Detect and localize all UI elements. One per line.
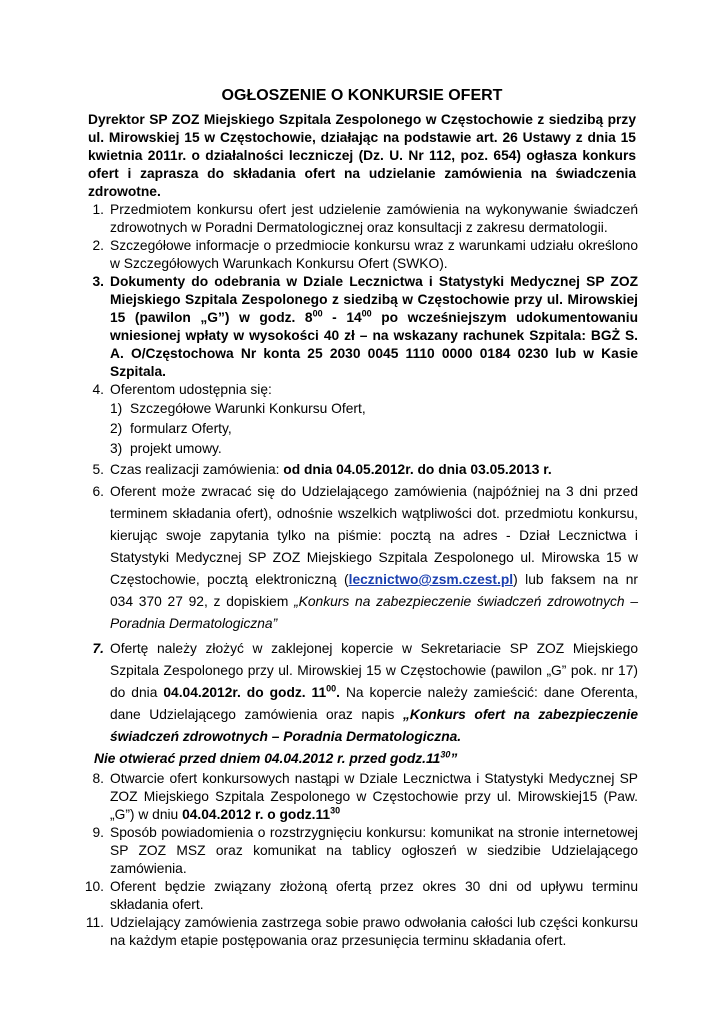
superscript: 30 xyxy=(440,749,451,760)
superscript: 30 xyxy=(330,805,341,816)
item-text: Szczegółowe informacje o przedmiocie konkursu wraz z warunkami udziału określono w Szczegółowych Warunkach Konkursu Ofert (SWKO). xyxy=(110,238,638,271)
sub-item-text: formularz Oferty, xyxy=(130,421,232,436)
superscript: 00 xyxy=(312,308,323,319)
item-text: Oferentom udostępnia się: xyxy=(110,382,272,397)
item-number: 3. xyxy=(92,274,104,289)
item-text: Sposób powiadomienia o rozstrzygnięciu konkursu: komunikat na stronie internetowej SP ZOZ MSZ oraz komunikat na tablicy ogłoszeń w siedzibie Udzielającego zamówienia. xyxy=(110,825,638,876)
item-text-part: od dnia 04.05.2012r. do dnia 03.05.2013 r. xyxy=(283,462,552,477)
item-text-part: . xyxy=(336,685,341,700)
item-text: Oferent będzie związany złożoną ofertą przez okres 30 dni od upływu terminu składania ofert. xyxy=(110,879,638,912)
list-item-4 xyxy=(72,381,638,459)
item-text: Udzielający zamówienia zastrzega sobie prawo odwołania całości lub części konkursu na każdym etapie postępowania oraz przesunięcia terminu składania ofert. xyxy=(110,915,638,948)
numbered-list xyxy=(72,201,638,950)
item-text-part: po wcześniejszym udokumentowaniu wniesionej wpłaty w wysokości 40 zł – na wskazany rachunek Szpitala: BGŻ S. A. O/Częstochowa Nr konta 25 2030 0045 1110 0000 0184 0230 lub w Kasie Szpitala. xyxy=(110,310,638,379)
sub-item xyxy=(110,399,638,419)
sub-item-number: 1) xyxy=(110,401,123,416)
item-text-part: Na kopercie należy zamieścić: dane Oferenta, dane Udzielającego zamówienia oraz napis xyxy=(110,685,638,722)
sub-item-number: 2) xyxy=(110,421,123,436)
list-item-1 xyxy=(72,201,638,237)
item-number: 2. xyxy=(92,238,104,253)
item-text-part: „Konkurs ofert na zabezpieczenie świadczeń zdrowotnych – Poradnia Dermatologiczna. xyxy=(110,707,639,744)
sub-item xyxy=(110,419,638,439)
intro-paragraph: Dyrektor SP ZOZ Miejskiego Szpitala Zespolonego w Częstochowie z siedzibą przy ul. Mirowskiej 15 w Częstochowie, działając na podstawie art. 26 Ustawy z dnia 15 kwietnia 2011r. o działalności leczniczej (Dz. U. Nr 112, poz. 654) ogłasza konkurs ofert i zaprasza do składania ofert na udzielanie zamówienia na świadczenia zdrowotne. xyxy=(88,112,636,199)
list-item-9 xyxy=(72,824,638,878)
item-text-part: Oferent może zwracać się do Udzielającego zamówienia (najpóźniej na 3 dni przed terminem składania ofert), odnośnie wszelkich wątpliwości dot. przedmiotu konkursu, kierując swoje zapytania tylko na piśmie: pocztą na adres - Dział Lecznictwa i Statystyki Medycznej SP ZOZ Miejskiego Szpitala Zespolonego ul. Mirowska 15 w Częstochowie, pocztą elektroniczną ( xyxy=(110,484,638,587)
item-text-part: - 14 xyxy=(322,310,362,325)
list-item-2 xyxy=(72,237,638,273)
item-note xyxy=(94,748,638,770)
list-item-6 xyxy=(72,481,638,635)
list-item-8 xyxy=(72,770,638,824)
sub-item-text: Szczegółowe Warunki Konkursu Ofert, xyxy=(130,401,366,416)
document-title: OGŁOSZENIE O KONKURSIE OFERT xyxy=(221,87,503,104)
list-item-5 xyxy=(72,459,638,481)
item-number: 1. xyxy=(92,202,104,217)
item-text-part: Nie otwierać przed dniem 04.04.2012 r. przed godz.11 xyxy=(94,751,441,766)
item-text-part: Dokumenty do odebrania w Dziale Lecznictwa i Statystyki Medycznej SP ZOZ Miejskiego Szpitala Zespolonego z siedzibą w Częstochowie przy ul. Mirowskiej 15 (pawilon „G”) w godz. 8 xyxy=(110,274,638,325)
item-text-part: 04.04.2012r. do godz. 11 xyxy=(163,685,327,700)
sub-item xyxy=(110,439,638,459)
superscript: 00 xyxy=(326,683,337,694)
item-number: 10. xyxy=(84,879,104,894)
item-number: 8. xyxy=(92,771,104,786)
item-number: 9. xyxy=(92,825,104,840)
item-text-part: ) lub faksem na nr 034 370 27 92, z dopiskiem xyxy=(110,572,638,609)
item-number: 5. xyxy=(92,462,104,477)
list-item-11 xyxy=(72,914,638,950)
item-text-part: Ofertę należy złożyć w zaklejonej kopercie w Sekretariacie SP ZOZ Miejskiego Szpitala Zespolonego przy ul. Mirowskiej 15 w Częstochowie (pawilon „G” pok. nr 17) do dnia xyxy=(110,641,638,700)
item-number: 7. xyxy=(92,641,104,656)
item-number: 6. xyxy=(92,484,104,499)
item-number: 11. xyxy=(85,915,104,930)
item-text: Przedmiotem konkursu ofert jest udzielenie zamówienia na wykonywanie świadczeń zdrowotnych w Poradni Dermatologicznej oraz konsultacji z zakresu dermatologii. xyxy=(110,202,638,235)
item-text-part: 04.04.2012 r. o godz.11 xyxy=(182,807,331,822)
list-item-3 xyxy=(72,273,638,381)
list-item-10 xyxy=(72,878,638,914)
item-text-part: „Konkurs na zabezpieczenie świadczeń zdrowotnych – Poradnia Dermatologiczna” xyxy=(110,594,639,631)
superscript: 00 xyxy=(361,308,372,319)
item-text-part: ” xyxy=(450,751,458,766)
sub-item-text: projekt umowy. xyxy=(130,441,222,456)
item-text-part: Otwarcie ofert konkursowych nastąpi w Dziale Lecznictwa i Statystyki Medycznej SP ZOZ Miejskiego Szpitala Zespolonego w Częstochowie przy ul. Mirowskiej15 (Paw. „G”) w dniu xyxy=(110,771,638,822)
email-link[interactable]: lecznictwo@zsm.czest.pl xyxy=(348,572,514,587)
item-text-part: Czas realizacji zamówienia: xyxy=(110,462,284,477)
sub-list xyxy=(110,399,638,459)
list-item-7 xyxy=(72,638,638,770)
item-number: 4. xyxy=(92,382,104,397)
sub-item-number: 3) xyxy=(110,441,123,456)
